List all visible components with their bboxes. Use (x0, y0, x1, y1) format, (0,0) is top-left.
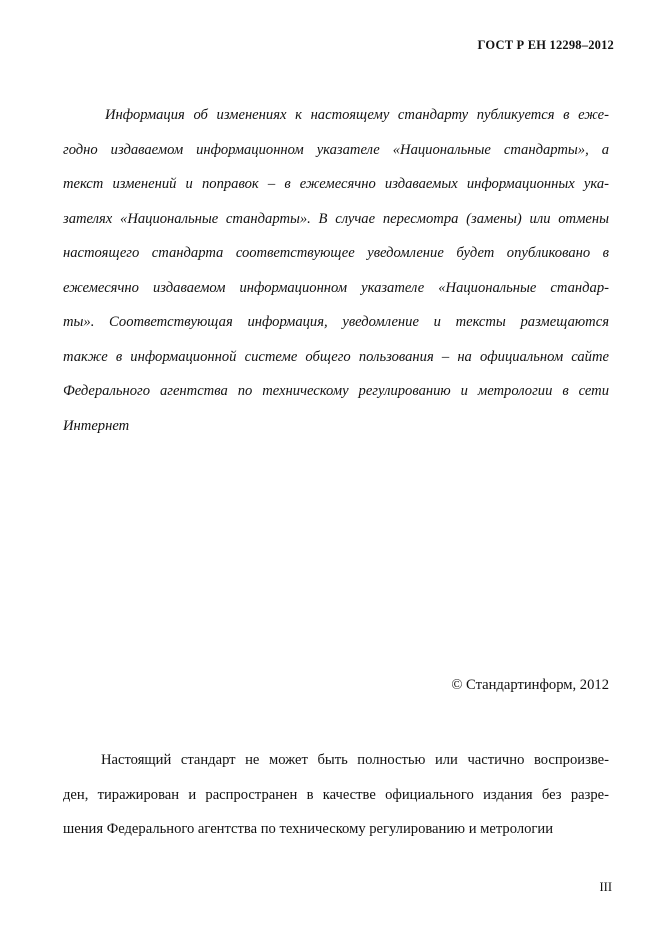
info-line: Интернет (63, 417, 130, 434)
info-line: Информация об изменениях к настоящему стандарту публикуется в еже- (105, 107, 609, 123)
info-paragraph (63, 103, 609, 448)
info-line: годно издаваемом информационном указателе «Национальные стандарты», а (63, 141, 609, 158)
page-number: III (599, 880, 612, 894)
info-line: текст изменений и поправок – в ежемесячно издаваемых информационных ука- (63, 176, 609, 192)
info-line: зателях «Национальные стандарты». В случае пересмотра (замены) или отмены (63, 210, 609, 227)
reproduction-notice (63, 748, 609, 852)
info-line: ты». Соответствующая информация, уведомление и тексты размещаются (63, 314, 609, 330)
info-line: также в информационной системе общего пользования – на официальном сайте (63, 348, 609, 365)
info-line: Федерального агентства по техническому регулированию и метрологии в сети (63, 383, 609, 399)
standard-code-header: ГОСТ Р ЕН 12298–2012 (477, 38, 614, 52)
copyright-notice: © Стандартинформ, 2012 (451, 677, 609, 693)
notice-line: Настоящий стандарт не может быть полностью или частично воспроизве- (101, 752, 609, 768)
notice-line: шения Федерального агентства по техническому регулированию и метрологии (63, 821, 554, 837)
notice-line: ден, тиражирован и распространен в качестве официального издания без разре- (63, 786, 609, 803)
info-line: ежемесячно издаваемом информационном указателе «Национальные стандар- (63, 279, 609, 296)
info-line: настоящего стандарта соответствующее уведомление будет опубликовано в (63, 245, 609, 261)
